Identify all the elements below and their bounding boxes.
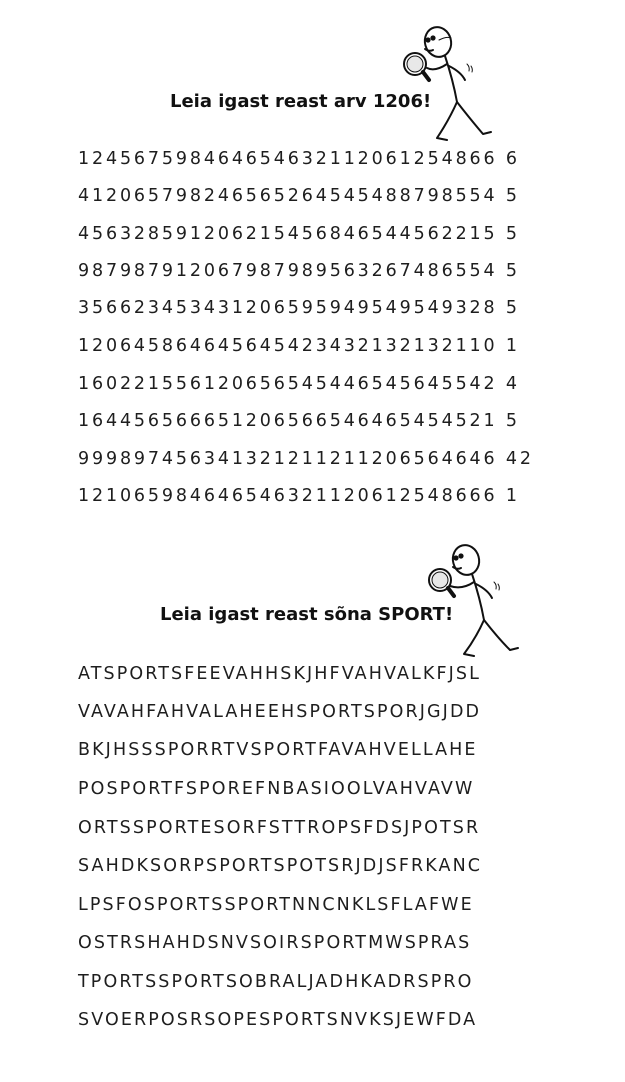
puzzle-2-title: Leia igast reast sõna SPORT! — [160, 604, 454, 625]
letter-row: TPORTSSPORTSOBRALJADHKADRSPRO — [78, 972, 474, 992]
stick-figure-magnifier-icon — [395, 20, 505, 150]
number-row: 412065798246565264545488798554 5 — [78, 186, 520, 206]
number-row: 121065984646546321120612548666 1 — [78, 486, 520, 506]
letter-row: ORTSSPORTESORFSTTROPSFDSJPOTSR — [78, 818, 481, 838]
letter-row: OSTRSHAHDSNVSOIRSPORTMWSPRAS — [78, 933, 472, 953]
stick-figure-magnifier-icon — [420, 540, 530, 665]
number-row: 124567598464654632112061254866 6 — [78, 149, 520, 169]
letter-row: VAVAHFAHVALAHEEHSPORTSPORJGJDD — [78, 702, 482, 722]
number-row: 999897456341321211211206564646 42 — [78, 449, 534, 469]
number-row: 356623453431206595949549549328 5 — [78, 298, 520, 318]
number-row: 164456566651206566546465454521 5 — [78, 411, 520, 431]
letter-row: LPSFOSPORTSSPORTNNCNKLSFLAFWE — [78, 895, 474, 915]
number-row: 160221556120656545446545645542 4 — [78, 374, 520, 394]
letter-row: POSPORTFSPOREFNBASIOOLVAHVAVW — [78, 779, 475, 799]
number-row: 987987912067987989563267486554 5 — [78, 261, 520, 281]
number-row: 120645864645645423432132132110 1 — [78, 336, 520, 356]
letter-row: SAHDKSORPSPORTSPOTSRJDJSFRKANC — [78, 856, 483, 876]
puzzle-1-title: Leia igast reast arv 1206! — [170, 91, 432, 112]
letter-row: BKJHSSSPORRTVSPORTFAVAHVELLAHE — [78, 740, 478, 760]
number-row: 456328591206215456846544562215 5 — [78, 224, 520, 244]
letter-row: ATSPORTSFEEVAHHSKJHFVAHVALKFJSL — [78, 664, 481, 684]
letter-row: SVOERPOSRSOPESPORTSNVKSJEWFDA — [78, 1010, 478, 1030]
